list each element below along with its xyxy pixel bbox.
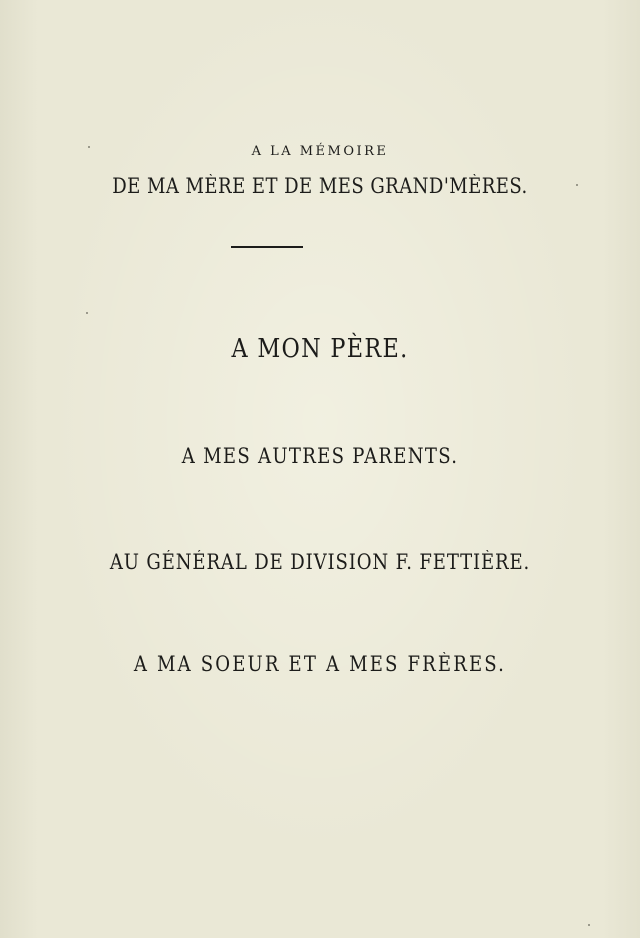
memoire-heading: A LA MÉMOIRE <box>251 144 389 159</box>
dedication-pere: A MON PÈRE. <box>231 334 409 364</box>
memoire-line: DE MA MÈRE ET DE MES GRAND'MÈRES. <box>112 174 528 198</box>
dedication-parents: A MES AUTRES PARENTS. <box>181 444 459 468</box>
paper-speck <box>86 312 88 314</box>
divider-rule <box>231 246 303 248</box>
paper-speck <box>576 184 578 186</box>
dedication-general: AU GÉNÉRAL DE DIVISION F. FETTIÈRE. <box>109 550 531 574</box>
paper-speck <box>88 146 90 148</box>
paper-speck <box>588 924 590 926</box>
dedication-soeur: A MA SOEUR ET A MES FRÈRES. <box>133 652 507 676</box>
